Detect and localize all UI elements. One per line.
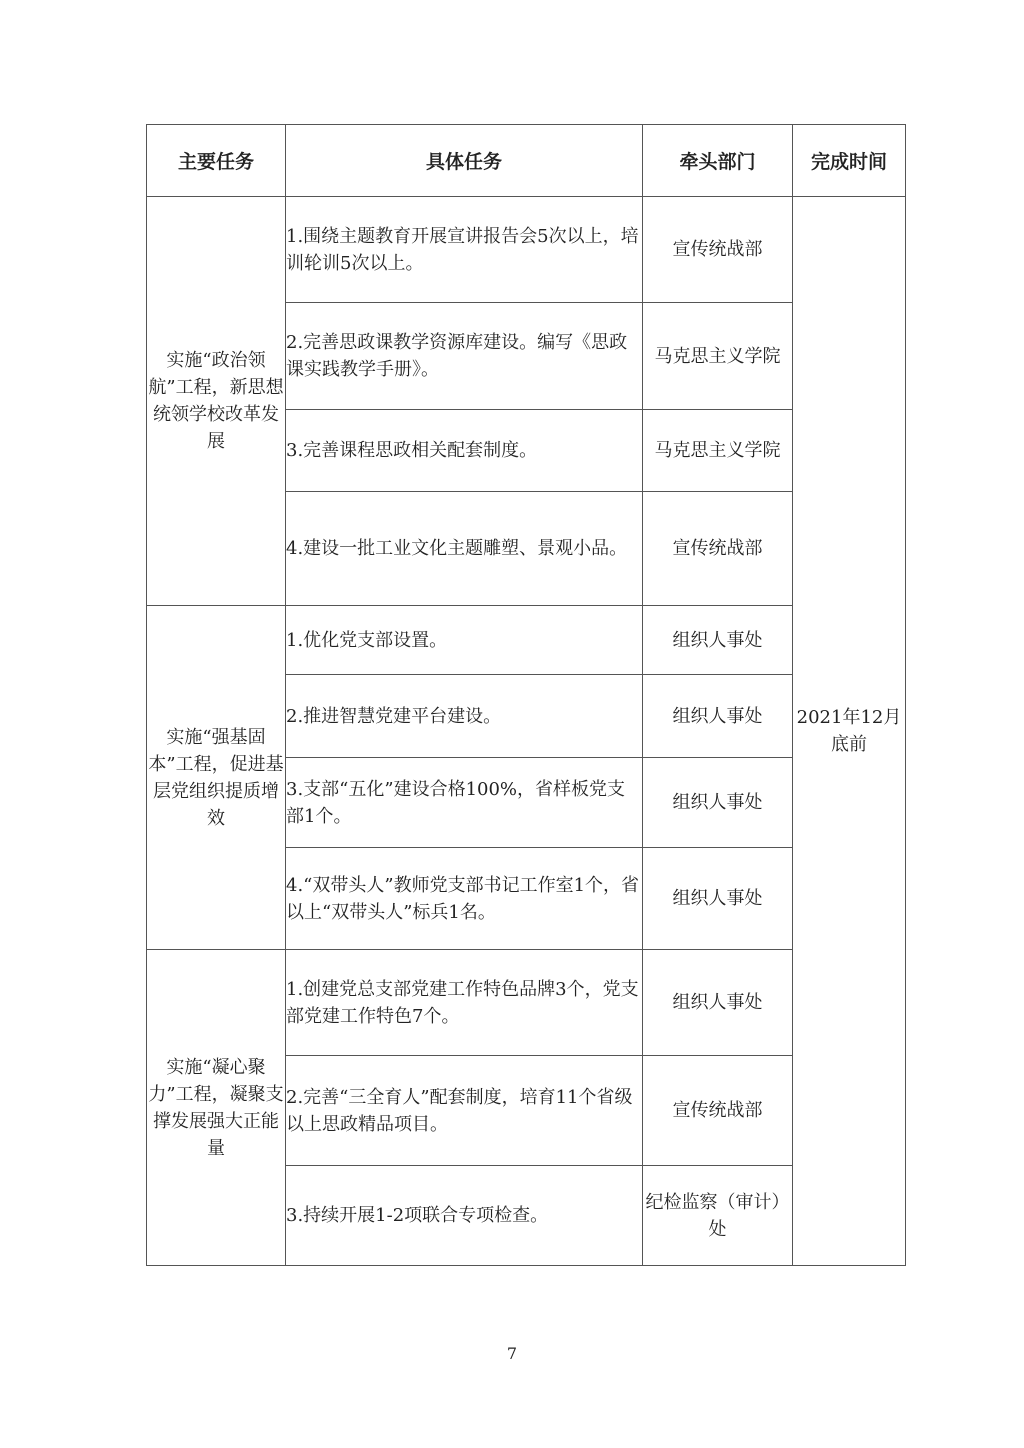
task-table bbox=[146, 124, 906, 1266]
header-completion-time: 完成时间 bbox=[793, 125, 906, 197]
department-cell: 组织人事处 bbox=[643, 950, 793, 1056]
table-row bbox=[147, 606, 906, 675]
department-cell: 组织人事处 bbox=[643, 758, 793, 848]
subtask-cell: 2.推进智慧党建平台建设。 bbox=[286, 675, 643, 758]
main-task-cell: 实施“政治领航”工程，新思想统领学校改革发展 bbox=[147, 197, 286, 606]
department-cell: 宣传统战部 bbox=[643, 197, 793, 303]
department-cell: 宣传统战部 bbox=[643, 492, 793, 606]
subtask-cell: 1.优化党支部设置。 bbox=[286, 606, 643, 675]
main-task-cell: 实施“强基固本”工程，促进基层党组织提质增效 bbox=[147, 606, 286, 950]
completion-time-cell: 2021年12月底前 bbox=[793, 197, 906, 1266]
department-cell: 马克思主义学院 bbox=[643, 303, 793, 410]
subtask-cell: 2.完善思政课教学资源库建设。编写《思政课实践教学手册》。 bbox=[286, 303, 643, 410]
subtask-cell: 1.围绕主题教育开展宣讲报告会5次以上，培训轮训5次以上。 bbox=[286, 197, 643, 303]
subtask-cell: 3.支部“五化”建设合格100%，省样板党支部1个。 bbox=[286, 758, 643, 848]
department-cell: 宣传统战部 bbox=[643, 1056, 793, 1166]
page-number: 7 bbox=[506, 1344, 518, 1363]
department-cell: 马克思主义学院 bbox=[643, 410, 793, 492]
header-specific-task: 具体任务 bbox=[286, 125, 643, 197]
header-lead-department: 牵头部门 bbox=[643, 125, 793, 197]
department-cell: 组织人事处 bbox=[643, 848, 793, 950]
main-task-cell: 实施“凝心聚力”工程，凝聚支撑发展强大正能量 bbox=[147, 950, 286, 1266]
subtask-cell: 4.建设一批工业文化主题雕塑、景观小品。 bbox=[286, 492, 643, 606]
department-cell: 组织人事处 bbox=[643, 675, 793, 758]
table-row bbox=[147, 197, 906, 303]
subtask-cell: 3.持续开展1-2项联合专项检查。 bbox=[286, 1166, 643, 1266]
department-cell: 纪检监察（审计）处 bbox=[643, 1166, 793, 1266]
subtask-cell: 3.完善课程思政相关配套制度。 bbox=[286, 410, 643, 492]
table-row bbox=[147, 950, 906, 1056]
subtask-cell: 2.完善“三全育人”配套制度，培育11个省级以上思政精品项目。 bbox=[286, 1056, 643, 1166]
header-main-task: 主要任务 bbox=[147, 125, 286, 197]
subtask-cell: 1.创建党总支部党建工作特色品牌3个，党支部党建工作特色7个。 bbox=[286, 950, 643, 1056]
subtask-cell: 4.“双带头人”教师党支部书记工作室1个，省以上“双带头人”标兵1名。 bbox=[286, 848, 643, 950]
department-cell: 组织人事处 bbox=[643, 606, 793, 675]
header-row bbox=[147, 125, 906, 197]
